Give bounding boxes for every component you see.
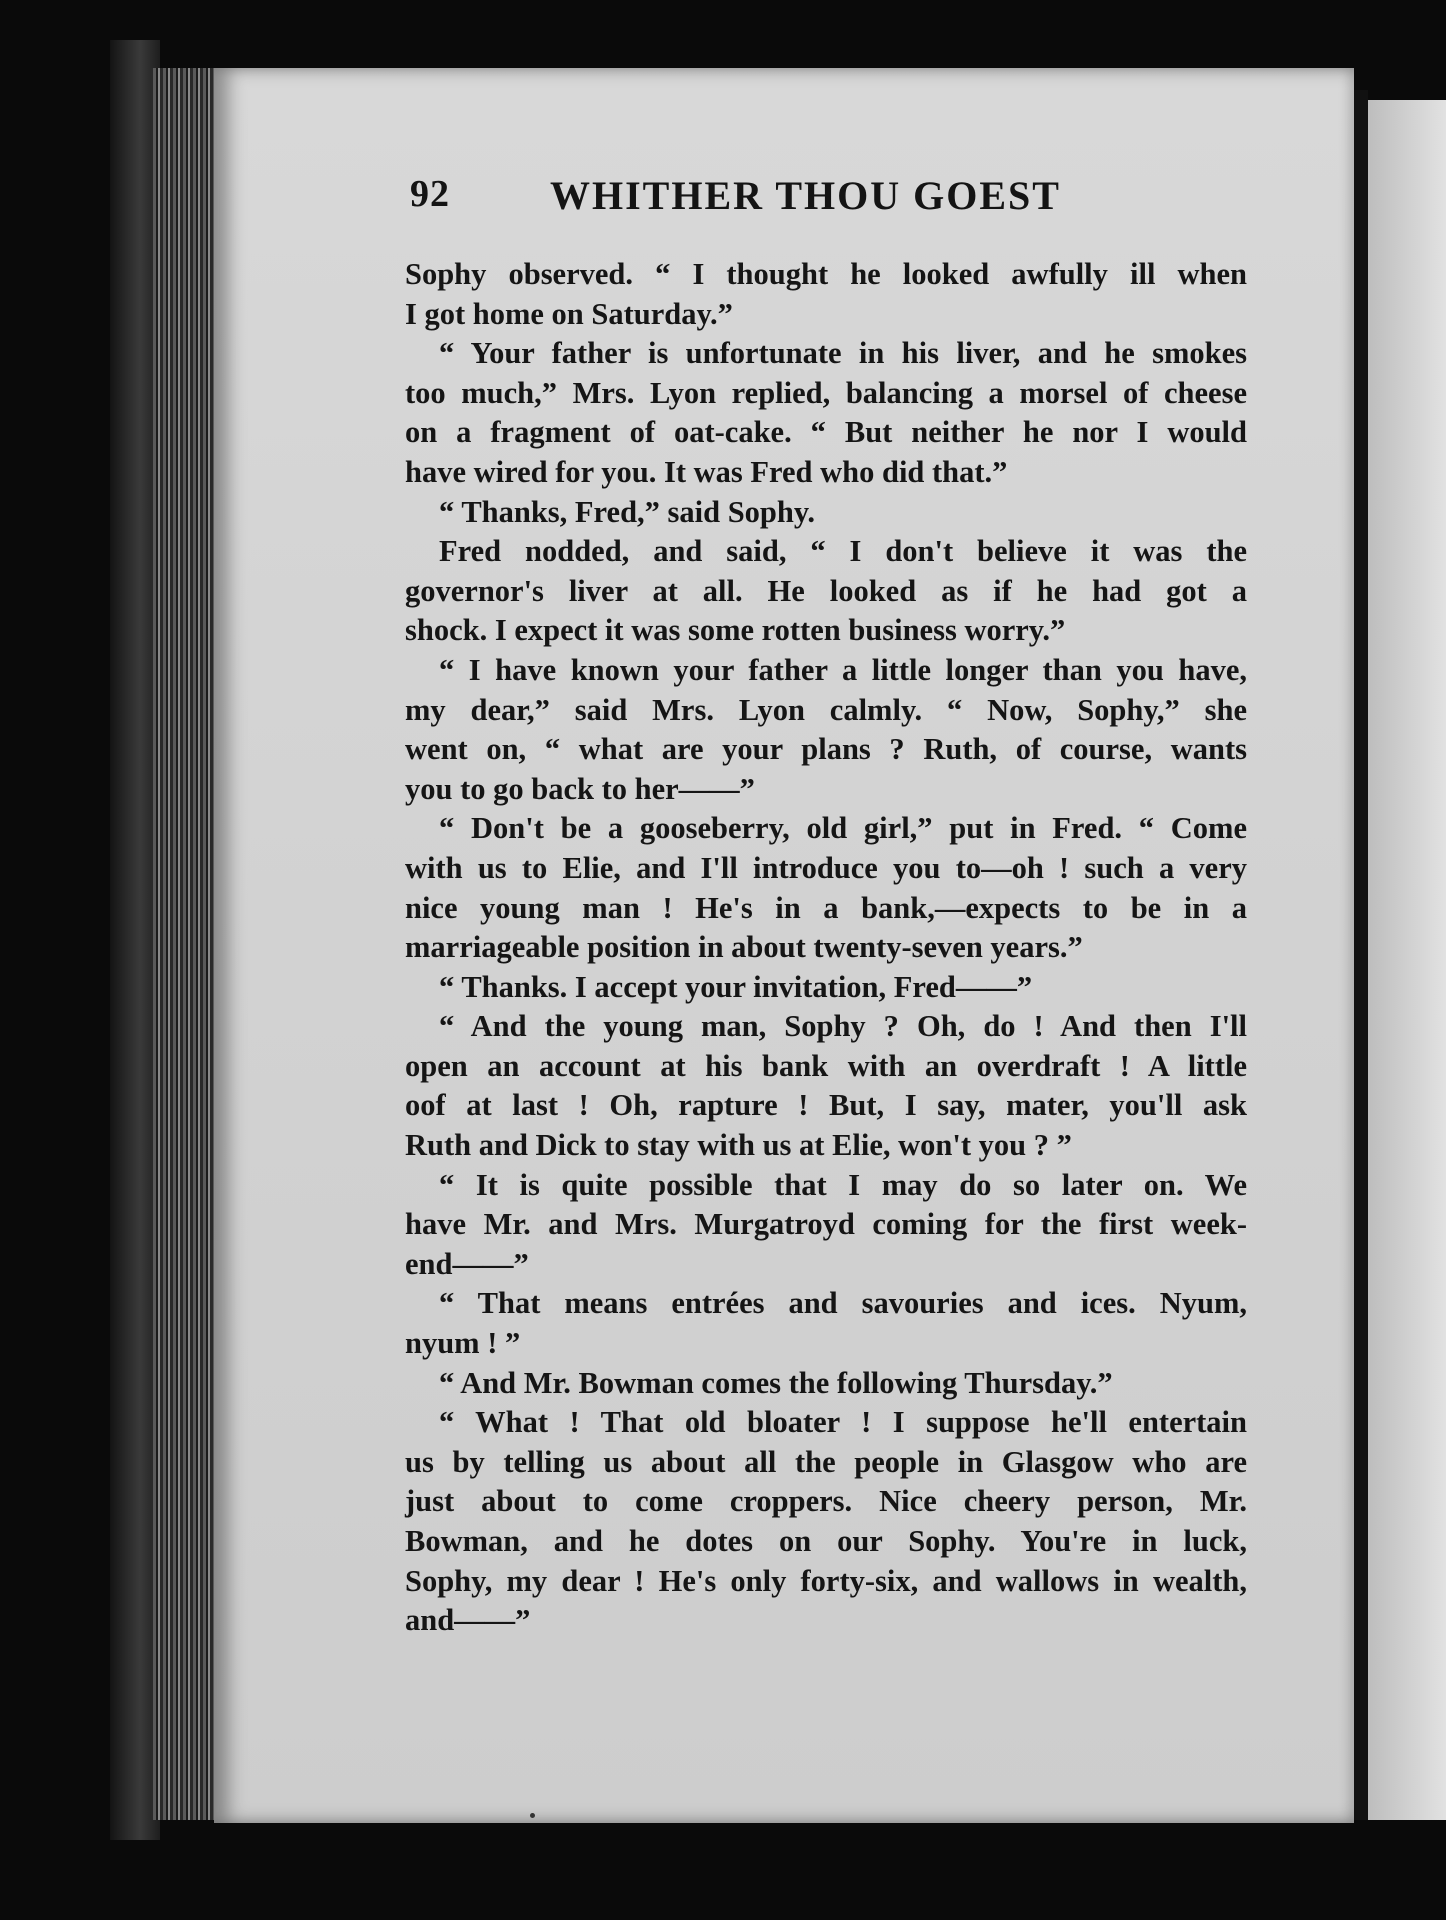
text-line: nice young man ! He's in a bank,—expects to be in a: [405, 890, 1247, 925]
text-line: marriageable position in about twenty-seven years.”: [405, 930, 1083, 965]
facing-page-edge: [1368, 100, 1446, 1820]
text-line: “ And the young man, Sophy ? Oh, do ! And then I'll: [439, 1009, 1247, 1044]
text-line: “ What ! That old bloater ! I suppose he'll entertain: [439, 1405, 1247, 1440]
text-line: Sophy observed. “ I thought he looked awfully ill when: [405, 257, 1247, 291]
text-line: and——”: [405, 1603, 531, 1638]
text-line: open an account at his bank with an overdraft ! A little: [405, 1048, 1247, 1083]
page-number: 92: [410, 173, 450, 215]
text-line: “ Don't be a gooseberry, old girl,” put in Fred. “ Come: [439, 811, 1247, 846]
text-line: “ And Mr. Bowman comes the following Thursday.”: [439, 1365, 1113, 1400]
text-line: “ I have known your father a little longer than you have,: [439, 652, 1247, 687]
text-line: oof at last ! Oh, rapture ! But, I say, mater, you'll ask: [405, 1088, 1247, 1123]
running-title: WHITHER THOU GOEST: [550, 173, 1061, 218]
text-line: Ruth and Dick to stay with us at Elie, won't you ? ”: [405, 1128, 1072, 1163]
text-line: us by telling us about all the people in Glasgow who are: [405, 1444, 1247, 1479]
body-text: [405, 255, 1247, 1641]
text-line: went on, “ what are your plans ? Ruth, of course, wants: [405, 732, 1247, 767]
text-line: too much,” Mrs. Lyon replied, balancing a morsel of cheese: [405, 375, 1247, 410]
text-line: shock. I expect it was some rotten business worry.”: [405, 613, 1066, 648]
text-line: nyum ! ”: [405, 1326, 521, 1361]
running-head: [410, 172, 1130, 232]
text-line: Sophy, my dear ! He's only forty-six, and wallows in wealth,: [405, 1563, 1247, 1598]
page-gutter: [1354, 90, 1368, 1820]
ink-speck: [530, 1813, 535, 1818]
text-line: on a fragment of oat-cake. “ But neither he nor I would: [405, 415, 1247, 450]
text-line: just about to come croppers. Nice cheery person, Mr.: [405, 1484, 1247, 1519]
text-line: you to go back to her——”: [405, 771, 755, 806]
text-line: I got home on Saturday.”: [405, 296, 733, 331]
text-line: end——”: [405, 1246, 529, 1281]
text-line: “ Your father is unfortunate in his liver, and he smokes: [439, 336, 1247, 371]
text-line: governor's liver at all. He looked as if he had got a: [405, 573, 1247, 608]
page-edges: [150, 68, 223, 1820]
text-line: have Mr. and Mrs. Murgatroyd coming for the first week-: [405, 1207, 1247, 1242]
text-line: “ It is quite possible that I may do so later on. We: [439, 1167, 1247, 1202]
text-line: have wired for you. It was Fred who did that.”: [405, 454, 1008, 489]
text-line: “ Thanks. I accept your invitation, Fred——”: [439, 969, 1033, 1004]
text-line: with us to Elie, and I'll introduce you to—oh ! such a very: [405, 850, 1247, 885]
text-line: “ That means entrées and savouries and ices. Nyum,: [439, 1286, 1247, 1321]
text-line: my dear,” said Mrs. Lyon calmly. “ Now, Sophy,” she: [405, 692, 1247, 727]
text-line: “ Thanks, Fred,” said Sophy.: [439, 494, 816, 529]
text-line: Fred nodded, and said, “ I don't believe it was the: [439, 534, 1247, 569]
text-line: Bowman, and he dotes on our Sophy. You're in luck,: [405, 1524, 1247, 1558]
